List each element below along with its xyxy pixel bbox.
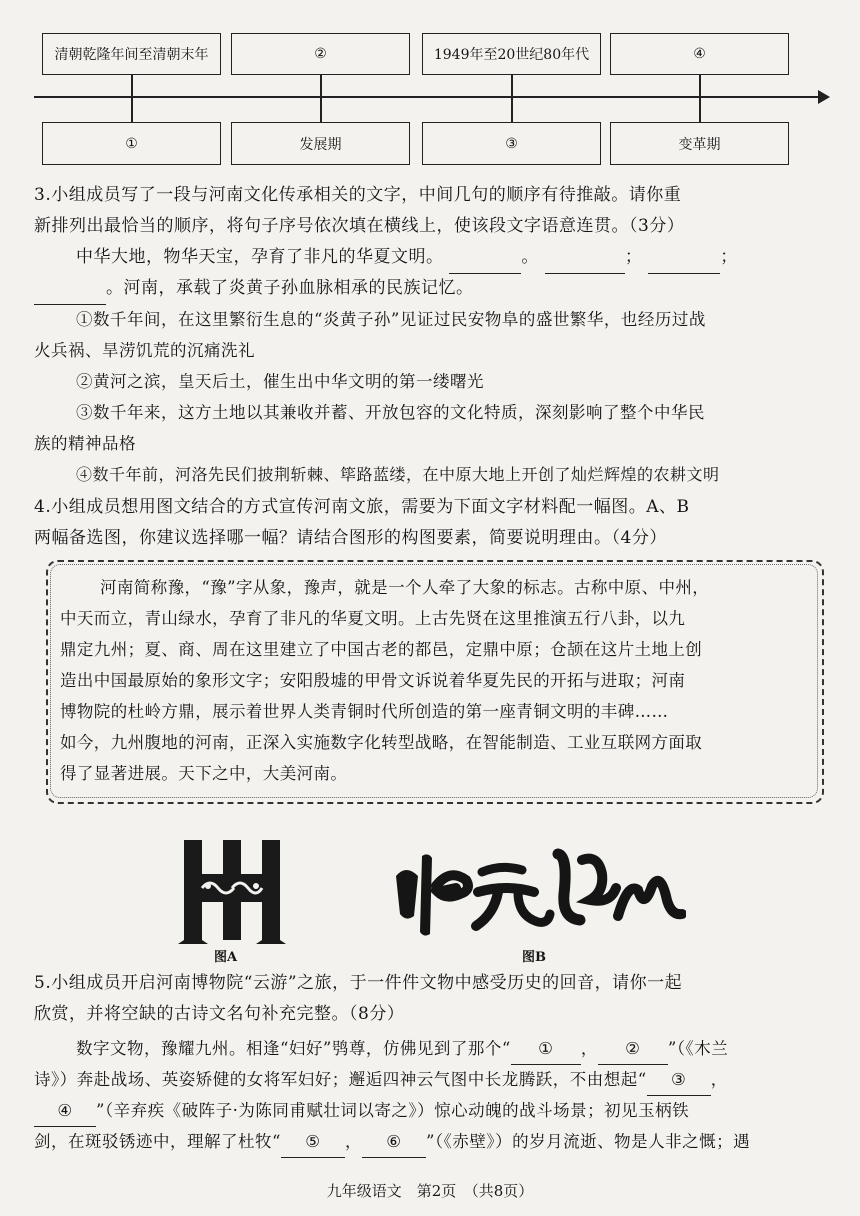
figure-b-caption: 图B bbox=[522, 950, 546, 965]
timeline-top-box-1: 清朝乾隆年间至清朝末年 bbox=[42, 33, 221, 75]
q3-blank-4[interactable] bbox=[34, 273, 106, 305]
connector bbox=[320, 75, 322, 122]
q5-line-2: 诗》）奔赴战场、英姿矫健的女将军妇好；邂逅四神云气图中长龙腾跃，不由想起“ ③ ， bbox=[34, 1064, 830, 1096]
material-line-6: 如今，九州腹地的河南，正深入实施数字化转型战略，在智能制造、工业互联网方面取 bbox=[60, 733, 703, 752]
connector bbox=[511, 75, 513, 122]
material-line-1: 河南简称豫，“豫”字从象，豫声，就是一个人牵了大象的标志。古称中原、中州， bbox=[100, 578, 710, 597]
q3-blank-3[interactable] bbox=[648, 242, 720, 274]
q3-intro-line-2: 新排列出最恰当的顺序，将句子序号依次填在横线上，使该段文字语意连贯。（3分） bbox=[34, 216, 685, 236]
q3-blank-2[interactable] bbox=[545, 242, 625, 274]
q3-sentence-2: ②黄河之滨，皇天后土，催生出中华文明的第一缕曙光 bbox=[76, 372, 484, 391]
timeline-top-box-4: ④ bbox=[610, 33, 789, 75]
timeline-top-box-2: ② bbox=[231, 33, 410, 75]
q5-blank-6[interactable]: ⑥ bbox=[362, 1126, 426, 1158]
material-line-4: 造出中国最原始的象形文字；安阳殷墟的甲骨文诉说着华夏先民的开拓与进取；河南 bbox=[60, 671, 686, 690]
q5-line-3: ④ ”（辛弃疾《破阵子·为陈同甫赋壮词以寄之》）惊心动魄的战斗场景；初见玉柄铁 bbox=[34, 1095, 830, 1127]
q3-sentence-4: ④数千年前，河洛先民们披荆斩棘、筚路蓝缕，在中原大地上开创了灿烂辉煌的农耕文明 bbox=[76, 465, 720, 484]
material-line-7: 得了显著进展。天下之中，大美河南。 bbox=[60, 764, 348, 783]
timeline-bottom-box-4: 变革期 bbox=[610, 122, 789, 165]
timeline-bottom-box-3: ③ bbox=[422, 122, 601, 165]
q3-sentence-3a: ③数千年来，这方土地以其兼收并蓄、开放包容的文化特质，深刻影响了整个中华民 bbox=[76, 403, 705, 422]
q3-stem-text-2: 。河南，承载了炎黄子孙血脉相承的民族记忆。 bbox=[106, 278, 474, 298]
q3-blank-1[interactable] bbox=[449, 242, 521, 274]
timeline-bottom-box-2: 发展期 bbox=[231, 122, 410, 165]
q3-stem-line-2 bbox=[34, 273, 830, 305]
material-line-5: 博物院的杜岭方鼎，展示着世界人类青铜时代所创造的第一座青铜文明的丰碑…… bbox=[60, 702, 669, 721]
material-line-2: 中天而立，青山绿水，孕育了非凡的华夏文明。上古先贤在这里推演五行八卦，以九 bbox=[60, 609, 686, 628]
q5-blank-1[interactable]: ① bbox=[511, 1033, 581, 1065]
figure-a-caption: 图A bbox=[214, 950, 238, 965]
q5-intro-line-2: 欣赏，并将空缺的古诗文名句补充完整。（8分） bbox=[34, 1004, 405, 1024]
q5-line-1: 数字文物，豫耀九州。相逢“妇好”鸮尊，仿佛见到了那个“ ① ， ② ”（《木兰 bbox=[76, 1033, 860, 1065]
q4-intro-line-2: 两幅备选图，你建议选择哪一幅？请结合图形的构图要素，简要说明理由。（4分） bbox=[34, 528, 667, 548]
q5-blank-3[interactable]: ③ bbox=[647, 1064, 711, 1096]
material-line-3: 鼎定九州；夏、商、周在这里建立了中国古老的都邑，定鼎中原；仓颉在这片土地上创 bbox=[60, 640, 703, 659]
q5-blank-2[interactable]: ② bbox=[598, 1033, 668, 1065]
q3-sentence-3b: 族的精神品格 bbox=[34, 434, 136, 453]
q3-stem-text: 中华大地，物华天宝，孕育了非凡的华夏文明。 bbox=[76, 247, 444, 267]
timeline-bottom-box-1: ① bbox=[42, 122, 221, 165]
figure-b-calligraphy bbox=[386, 846, 686, 936]
timeline-axis bbox=[34, 96, 822, 98]
timeline-top-box-3: 1949年至20世纪80年代 bbox=[422, 33, 601, 75]
q5-blank-5[interactable]: ⑤ bbox=[281, 1126, 345, 1158]
connector bbox=[699, 75, 701, 122]
arrow-right-icon bbox=[818, 90, 830, 104]
timeline bbox=[0, 0, 860, 170]
q3-intro-line-1: 3.小组成员写了一段与河南文化传承相关的文字，中间几句的顺序有待推敲。请你重 bbox=[34, 185, 682, 205]
q3-sentence-1b: 火兵祸、旱涝饥荒的沉痛洗礼 bbox=[34, 341, 255, 360]
q3-stem-line-1: 中华大地，物华天宝，孕育了非凡的华夏文明。 。 ； ； bbox=[76, 242, 836, 274]
page-footer: 九年级语文 第2页 （共8页） bbox=[326, 1182, 534, 1200]
q5-intro-line-1: 5.小组成员开启河南博物院“云游”之旅，于一件件文物中感受历史的回音，请你一起 bbox=[34, 973, 683, 993]
figure-a-emblem bbox=[178, 836, 286, 944]
q5-blank-4[interactable]: ④ bbox=[34, 1095, 96, 1127]
connector bbox=[131, 75, 133, 122]
q5-line-4: 剑，在斑驳锈迹中，理解了杜牧“ ⑤ ， ⑥ ”（《赤壁》）的岁月流逝、物是人非之慨；遇 bbox=[34, 1126, 830, 1158]
q3-sentence-1a: ①数千年间，在这里繁衍生息的“炎黄子孙”见证过民安物阜的盛世繁华，也经历过战 bbox=[76, 310, 706, 329]
q4-intro-line-1: 4.小组成员想用图文结合的方式宣传河南文旅，需要为下面文字材料配一幅图。A、B bbox=[34, 497, 690, 517]
